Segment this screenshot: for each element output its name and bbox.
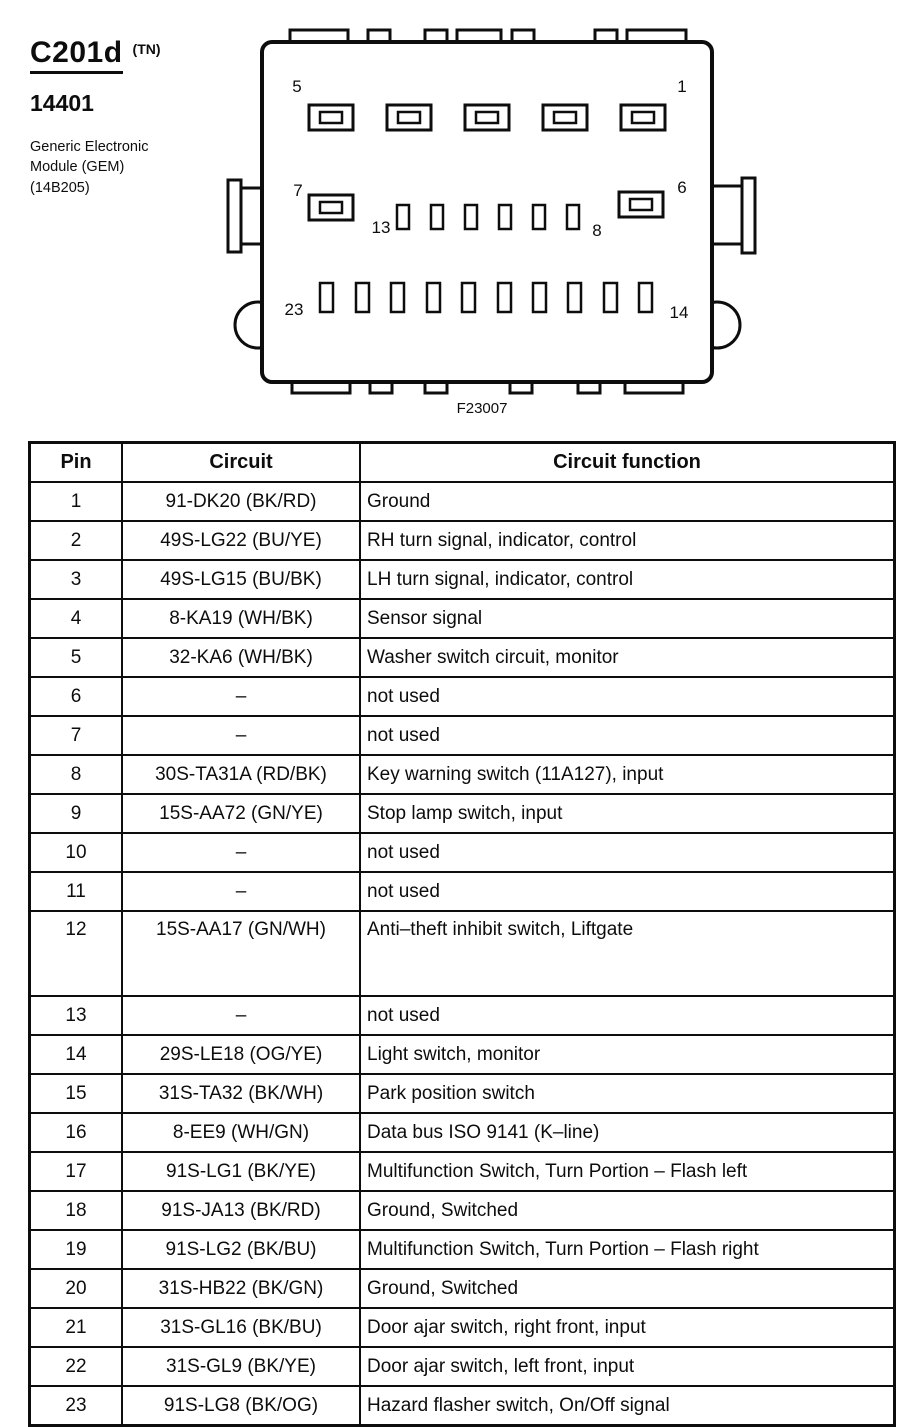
pin-cell: 2 — [30, 521, 123, 560]
pin-cell: 18 — [30, 1191, 123, 1230]
connector-figure-area — [0, 0, 900, 430]
table-row — [30, 638, 895, 677]
table-row — [30, 911, 895, 996]
table-row — [30, 1113, 895, 1152]
table-row — [30, 1308, 895, 1347]
circuit-cell: 8-EE9 (WH/GN) — [122, 1113, 360, 1152]
circuit-cell: 91S-JA13 (BK/RD) — [122, 1191, 360, 1230]
pin-cell: 12 — [30, 911, 123, 996]
circuit-cell: 91S-LG8 (BK/OG) — [122, 1386, 360, 1426]
pin-cell: 15 — [30, 1074, 123, 1113]
function-cell: not used — [360, 716, 895, 755]
pin-cell: 4 — [30, 599, 123, 638]
table-row — [30, 482, 895, 521]
circuit-cell: 32-KA6 (WH/BK) — [122, 638, 360, 677]
table-row — [30, 599, 895, 638]
table-row — [30, 1347, 895, 1386]
pin-label-5: 5 — [292, 77, 302, 96]
circuit-cell: 91S-LG1 (BK/YE) — [122, 1152, 360, 1191]
pin-cell: 20 — [30, 1269, 123, 1308]
pin-cell: 6 — [30, 677, 123, 716]
table-row — [30, 1269, 895, 1308]
function-cell: RH turn signal, indicator, control — [360, 521, 895, 560]
circuit-cell: 49S-LG15 (BU/BK) — [122, 560, 360, 599]
part-number: 14401 — [30, 90, 94, 116]
function-cell: Stop lamp switch, input — [360, 794, 895, 833]
connector-variant: (TN) — [132, 41, 161, 57]
circuit-cell: 31S-GL9 (BK/YE) — [122, 1347, 360, 1386]
function-cell: not used — [360, 833, 895, 872]
module-description — [30, 137, 230, 198]
function-cell: Key warning switch (11A127), input — [360, 755, 895, 794]
function-cell: Multifunction Switch, Turn Portion – Flash left — [360, 1152, 895, 1191]
function-cell: not used — [360, 872, 895, 911]
function-cell: Light switch, monitor — [360, 1035, 895, 1074]
table-row — [30, 1191, 895, 1230]
function-cell: not used — [360, 996, 895, 1035]
table-row — [30, 1074, 895, 1113]
circuit-cell: 15S-AA72 (GN/YE) — [122, 794, 360, 833]
connector-id-block — [30, 38, 230, 198]
table-header-row — [30, 443, 895, 483]
pin-label-23: 23 — [284, 300, 304, 319]
table-row — [30, 872, 895, 911]
function-cell: Multifunction Switch, Turn Portion – Flash right — [360, 1230, 895, 1269]
pin-cell: 23 — [30, 1386, 123, 1426]
pin-label-7: 7 — [293, 181, 303, 200]
pin-label-8: 8 — [592, 221, 602, 240]
function-cell: not used — [360, 677, 895, 716]
function-cell: Data bus ISO 9141 (K–line) — [360, 1113, 895, 1152]
circuit-cell: 31S-TA32 (BK/WH) — [122, 1074, 360, 1113]
pin-cell: 13 — [30, 996, 123, 1035]
pin-cell: 10 — [30, 833, 123, 872]
pin-cell: 3 — [30, 560, 123, 599]
circuit-cell: 15S-AA17 (GN/WH) — [122, 911, 360, 996]
circuit-cell: 49S-LG22 (BU/YE) — [122, 521, 360, 560]
pin-cell: 21 — [30, 1308, 123, 1347]
table-header-function: Circuit function — [360, 443, 895, 483]
function-cell: Sensor signal — [360, 599, 895, 638]
circuit-cell: – — [122, 677, 360, 716]
circuit-cell: 91-DK20 (BK/RD) — [122, 482, 360, 521]
circuit-cell: – — [122, 833, 360, 872]
table-row — [30, 755, 895, 794]
table-row — [30, 794, 895, 833]
table-row — [30, 560, 895, 599]
pin-cell: 7 — [30, 716, 123, 755]
function-cell: Ground, Switched — [360, 1191, 895, 1230]
function-cell: Anti–theft inhibit switch, Liftgate — [360, 911, 895, 996]
pin-cell: 5 — [30, 638, 123, 677]
table-row — [30, 1152, 895, 1191]
figure-code: F23007 — [456, 400, 508, 417]
circuit-cell: 29S-LE18 (OG/YE) — [122, 1035, 360, 1074]
pin-cell: 1 — [30, 482, 123, 521]
pin-cell: 16 — [30, 1113, 123, 1152]
function-cell: Ground — [360, 482, 895, 521]
function-cell: LH turn signal, indicator, control — [360, 560, 895, 599]
circuit-cell: 30S-TA31A (RD/BK) — [122, 755, 360, 794]
table-row — [30, 1230, 895, 1269]
pin-cell: 17 — [30, 1152, 123, 1191]
function-cell: Washer switch circuit, monitor — [360, 638, 895, 677]
circuit-cell: – — [122, 872, 360, 911]
function-cell: Door ajar switch, left front, input — [360, 1347, 895, 1386]
function-cell: Hazard flasher switch, On/Off signal — [360, 1386, 895, 1426]
table-row — [30, 833, 895, 872]
pin-cell: 11 — [30, 872, 123, 911]
function-cell: Door ajar switch, right front, input — [360, 1308, 895, 1347]
circuit-cell: 31S-HB22 (BK/GN) — [122, 1269, 360, 1308]
connector-diagram — [225, 30, 765, 415]
circuit-cell: – — [122, 716, 360, 755]
module-description-line: (14B205) — [30, 179, 90, 196]
table-row — [30, 996, 895, 1035]
pin-cell: 14 — [30, 1035, 123, 1074]
pin-cell: 22 — [30, 1347, 123, 1386]
function-cell: Ground, Switched — [360, 1269, 895, 1308]
circuit-cell: 8-KA19 (WH/BK) — [122, 599, 360, 638]
table-row — [30, 677, 895, 716]
table-row — [30, 1035, 895, 1074]
pin-label-14: 14 — [669, 303, 689, 322]
pinout-table-body — [30, 482, 895, 1426]
function-cell: Park position switch — [360, 1074, 895, 1113]
pin-label-6: 6 — [677, 178, 687, 197]
table-row — [30, 1386, 895, 1426]
module-description-line: Module (GEM) — [30, 159, 125, 176]
pin-cell: 19 — [30, 1230, 123, 1269]
circuit-cell: 31S-GL16 (BK/BU) — [122, 1308, 360, 1347]
circuit-cell: – — [122, 996, 360, 1035]
table-header-pin: Pin — [30, 443, 123, 483]
pinout-table — [28, 441, 896, 1427]
module-description-line: Generic Electronic — [30, 139, 149, 155]
table-row — [30, 521, 895, 560]
pin-cell: 9 — [30, 794, 123, 833]
pin-cell: 8 — [30, 755, 123, 794]
table-header-circuit: Circuit — [122, 443, 360, 483]
pin-label-1: 1 — [677, 77, 687, 96]
connector-id: C201d — [30, 38, 123, 74]
circuit-cell: 91S-LG2 (BK/BU) — [122, 1230, 360, 1269]
pin-label-13: 13 — [371, 218, 391, 237]
table-row — [30, 716, 895, 755]
